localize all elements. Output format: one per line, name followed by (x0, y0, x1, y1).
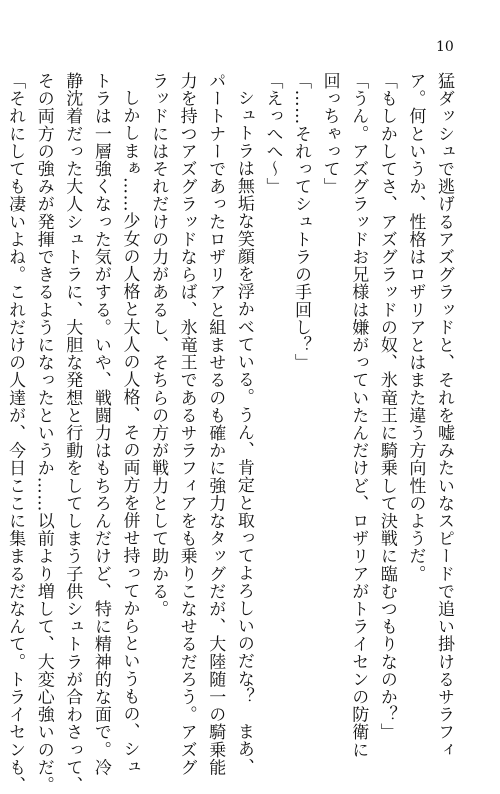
text-line: その両方の強みが発揮できるようになったというか……以前より増して、大変心強いのだ。 (33, 72, 54, 794)
text-line: 「それにしても凄いよね。これだけの人達が、今日ここに集まるだなんて。トライセンも、 (5, 72, 26, 794)
text-line: ア。何というか、性格はロザリアとはまた違う方向性のようだ。 (405, 72, 426, 583)
page-number: 10 (436, 39, 454, 55)
text-line: しかしまぁ……少女の人格と大人の人格、その両方を併せ持ってからというもの、シュ (119, 89, 140, 776)
text-line: トラは一層強くなった気がする。いや、戦闘力はもちろんだけど、特に精神的な面で。冷 (90, 72, 111, 776)
text-line: 「……それってシュトラの手回し？」 (291, 72, 312, 372)
text-line: シュトラは無垢な笑顔を浮かべている。うん、肯定と取ってよろしいのだな？ まあ、 (233, 89, 254, 776)
text-line (0, 72, 1, 682)
text-line: ラッドにはそれだけの力があるし、そちらの方が戦力として助かる。 (148, 72, 169, 618)
text-line: 回っちゃって」 (319, 72, 340, 196)
text-line: 「えっへへ〜」 (262, 72, 283, 196)
text-line: 「うん。アズグラッドお兄様は嫌がっていたんだけど、ロザリアがトライセンの防衛に (348, 72, 369, 759)
text-line: 静沈着だった大人シュトラに、大胆な発想と行動をしてしまう子供シュトラが合わさって、 (62, 72, 83, 794)
text-line: 「もしかしてさ、アズグラッドの奴、氷竜王に騎乗して決戦に臨むつもりなのか？」 (376, 72, 397, 741)
text-line: 力を持つアズグラッドならば、氷竜王であるサラフィアをも乗りこなせるだろう。アズグ (176, 72, 197, 776)
vertical-text-block (5, 72, 458, 794)
text-line: 猛ダッシュで逃げるアズグラッドと、それを嘘みたいなスピードで追い掛けるサラフィ (434, 72, 454, 759)
text-line: パートナーであったロザリアと組ませるのも確かに強力なタッグだが、大陸随一の騎乗能 (205, 72, 226, 776)
